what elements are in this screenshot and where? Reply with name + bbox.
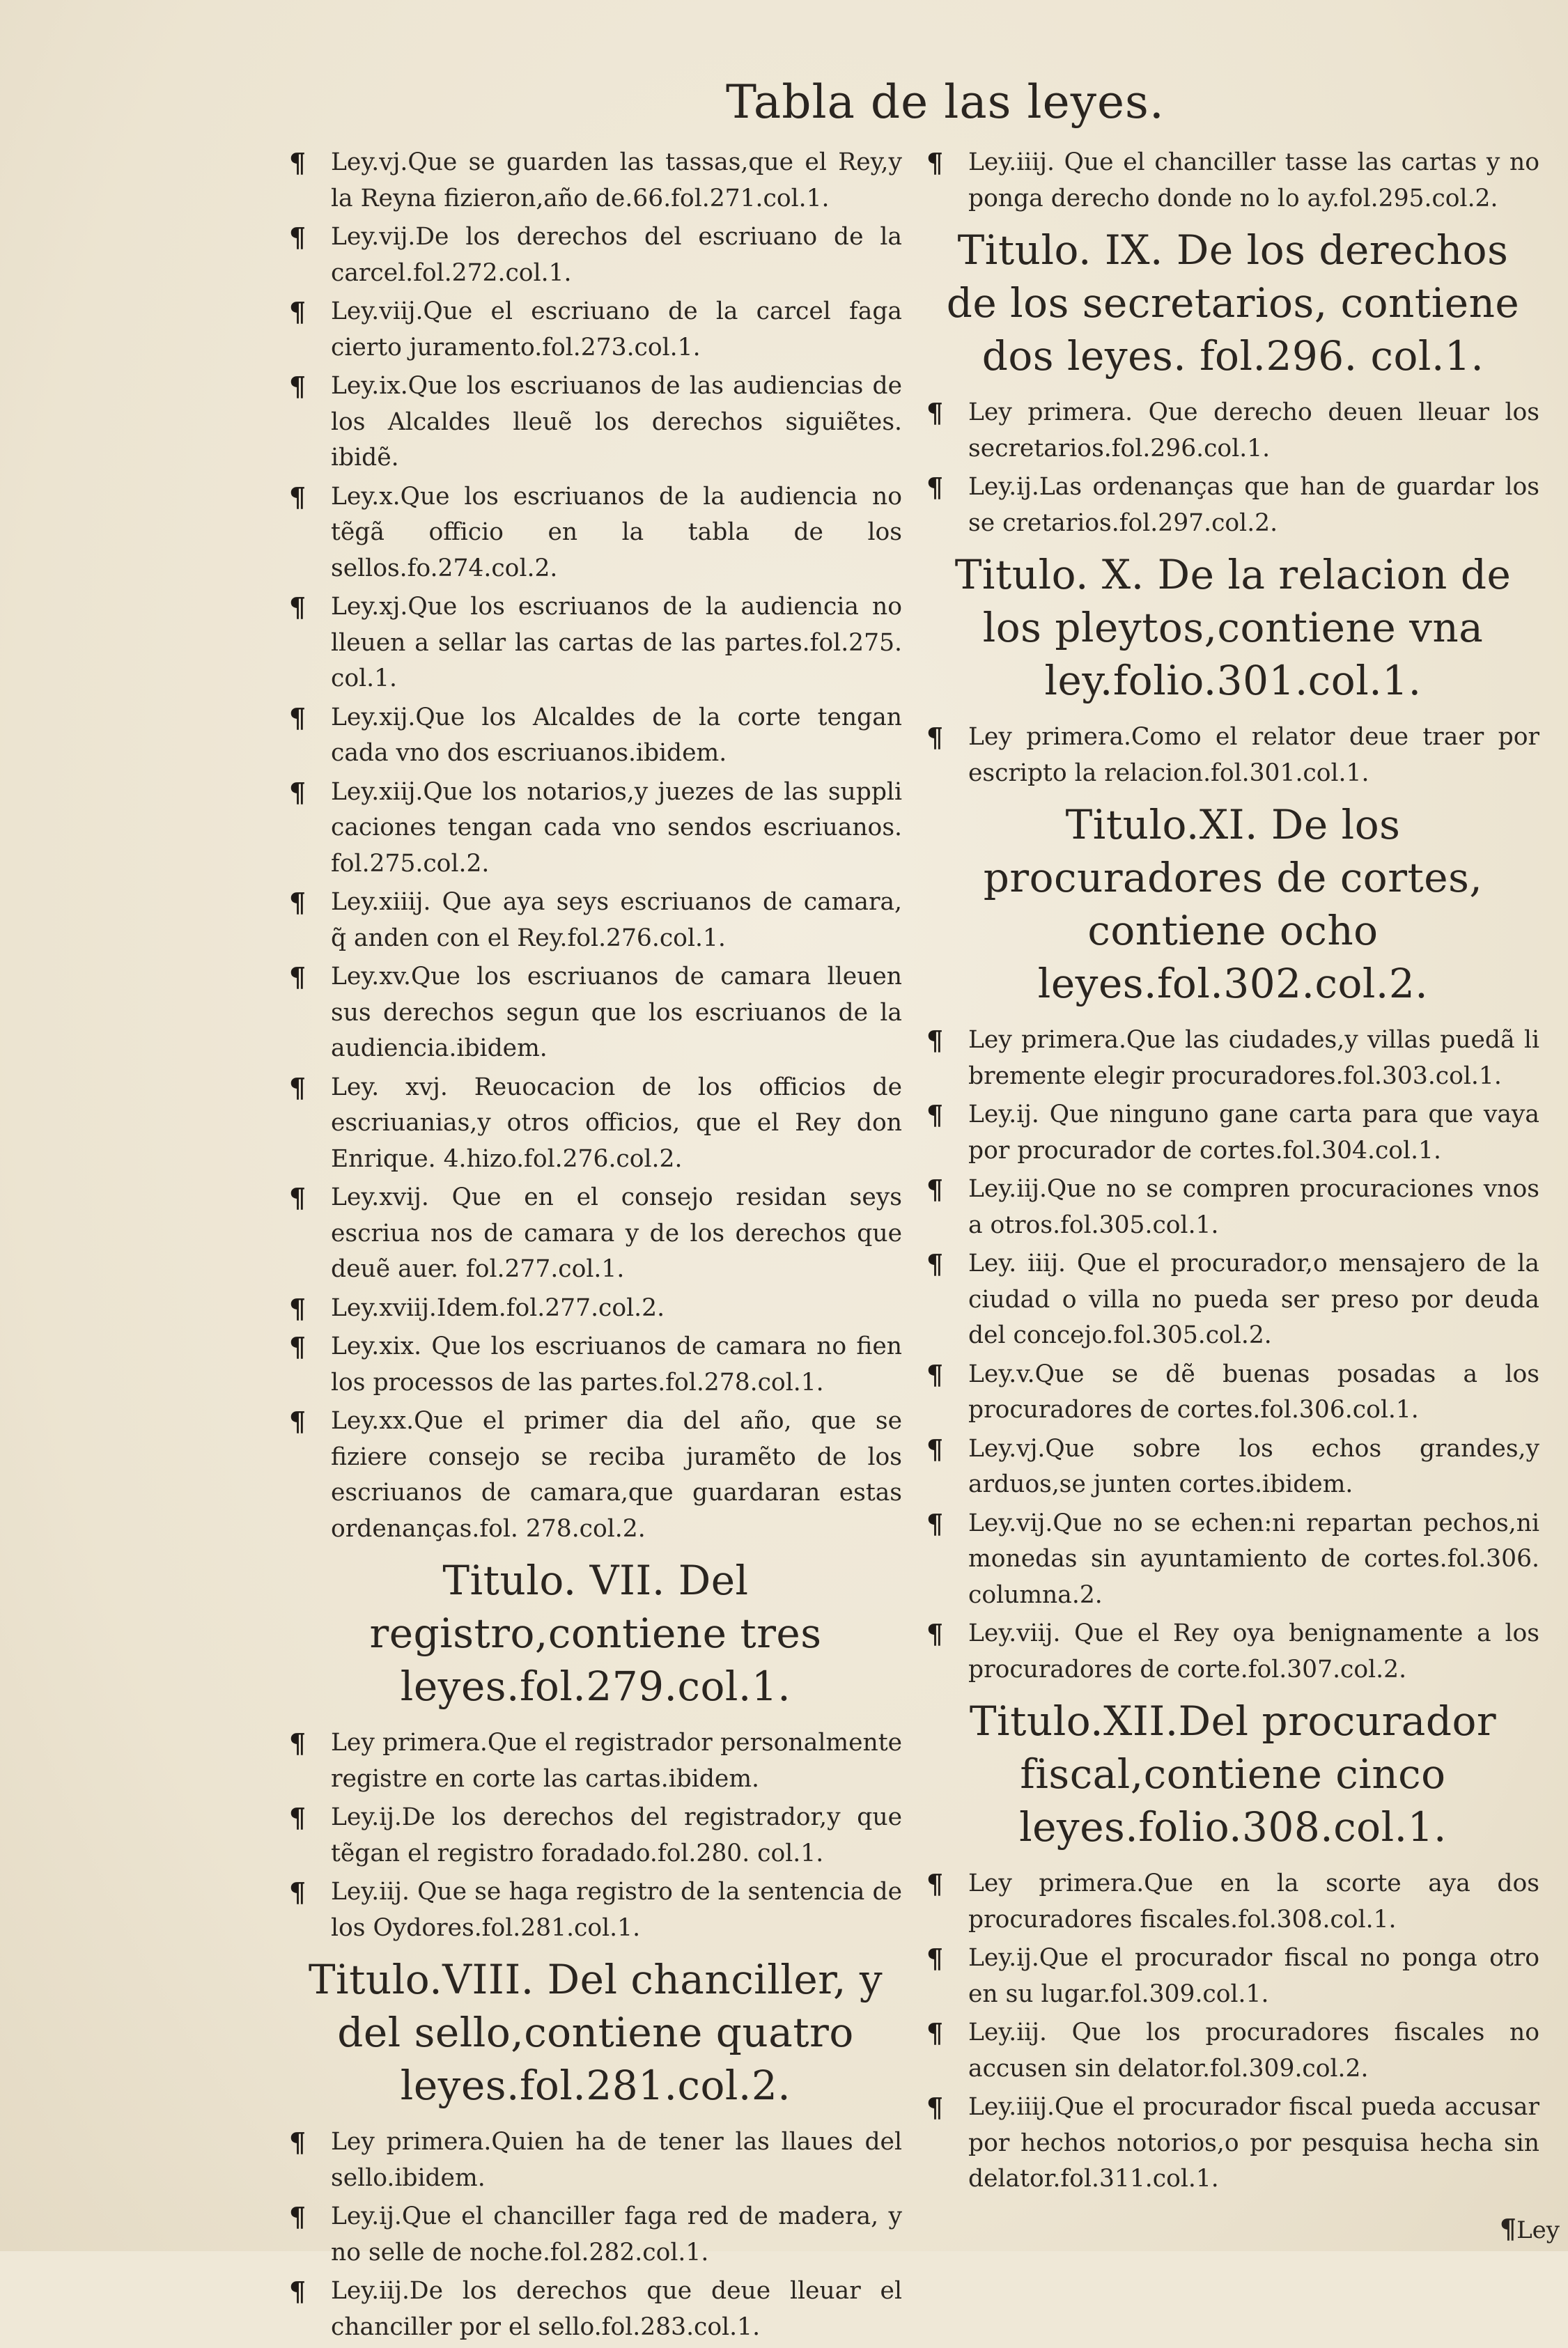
catchword <box>1500 2213 1560 2244</box>
paragraph-mark-icon: ¶ <box>926 1618 944 1649</box>
law-entry-text: Ley.iiij.Que el procurador fiscal pueda accusar por hechos notorios,o por pesquisa hecha sin delator.fol.311.col.1. <box>968 2093 1539 2193</box>
section-title: Titulo. IX. De los derechos de los secretarios, contiene dos leyes. fol.296. col.1. <box>946 226 1520 380</box>
law-entry <box>289 959 902 1067</box>
law-entry-text: Ley.vij.De los derechos del escriuano de la carcel.fol.272.col.1. <box>331 223 902 287</box>
paragraph-mark-icon: ¶ <box>926 1358 944 1390</box>
law-entry-text: Ley.v.Que se dẽ buenas posadas a los procuradores de cortes.fol.306.col.1. <box>968 1360 1539 1424</box>
section-title: Titulo.VIII. Del chanciller, y del sello,contiene quatro leyes.fol.281.col.2. <box>308 1956 883 2109</box>
paragraph-mark-icon: ¶ <box>926 1025 944 1056</box>
law-entry <box>289 1180 902 1288</box>
paragraph-mark-icon: ¶ <box>289 1727 306 1759</box>
law-entry <box>926 1616 1539 1688</box>
paragraph-mark-icon: ¶ <box>926 722 944 753</box>
paragraph-mark-icon: ¶ <box>926 1174 944 1205</box>
paragraph-mark-icon: ¶ <box>926 1248 944 1280</box>
law-entry <box>926 1431 1539 1503</box>
law-entry <box>289 294 902 366</box>
section-title: Titulo. X. De la relacion de los pleytos,contiene vna ley.folio.301.col.1. <box>954 551 1512 704</box>
paragraph-mark-icon: ¶ <box>289 2201 306 2232</box>
law-entry <box>926 1506 1539 1614</box>
law-entry-text: Ley primera.Que el registrador personalmente registre en corte las cartas.ibidem. <box>331 1729 902 1793</box>
law-entry-text: Ley.xv.Que los escriuanos de camara lleuen sus derechos segun que los escriuanos de la audiencia.ibidem. <box>331 963 902 1062</box>
paragraph-mark-icon: ¶ <box>289 296 306 327</box>
paragraph-mark-icon: ¶ <box>289 1406 306 1437</box>
law-entry <box>926 1866 1539 1938</box>
law-entry <box>289 479 902 587</box>
section-title: Titulo.XII.Del procurador fiscal,contiene cinco leyes.folio.308.col.1. <box>969 1697 1497 1851</box>
law-entry-text: Ley.ij.Que el procurador fiscal no ponga otro en su lugar.fol.309.col.1. <box>968 1944 1539 2008</box>
catchword-text: Ley <box>1516 2216 1560 2244</box>
law-entry-text: Ley.x.Que los escriuanos de la audiencia no tẽgã officio en la tabla de los sellos.fo.274.col.2. <box>331 482 902 582</box>
paragraph-mark-icon: ¶ <box>926 2092 944 2123</box>
law-entry <box>926 2090 1539 2198</box>
law-entry <box>289 1070 902 1178</box>
law-entry-text: Ley.xj.Que los escriuanos de la audiencia no lleuen a sellar las cartas de las partes.fol.275. col.1. <box>331 593 902 692</box>
paragraph-mark-icon: ¶ <box>926 2017 944 2048</box>
paragraph-mark-icon: ¶ <box>289 221 306 253</box>
law-entry <box>289 1291 902 1327</box>
law-entry-text: Ley.vj.Que se guarden las tassas,que el Rey,y la Reyna fizieron,año de.66.fol.271.col.1. <box>331 148 902 212</box>
law-entry-text: Ley.iij. Que se haga registro de la sentencia de los Oydores.fol.281.col.1. <box>331 1878 902 1942</box>
paragraph-mark-icon: ¶ <box>289 887 306 918</box>
paragraph-mark-icon: ¶ <box>926 1433 944 1465</box>
law-entry <box>289 145 902 217</box>
law-entry-text: Ley.vij.Que no se echen:ni repartan pechos,ni monedas sin ayuntamiento de cortes.fol.306. columna.2. <box>968 1509 1539 1609</box>
law-entry-text: Ley.iij. Que los procuradores fiscales no accusen sin delator.fol.309.col.2. <box>968 2019 1539 2083</box>
law-entry <box>926 395 1539 467</box>
paragraph-mark-icon: ¶ <box>289 1802 306 1833</box>
paragraph-mark-icon: ¶ <box>289 2276 306 2307</box>
law-entry-text: Ley.ij.De los derechos del registrador,y que tẽgan el registro foradado.fol.280. col.1. <box>331 1803 902 1867</box>
paragraph-mark-icon: ¶ <box>289 776 306 808</box>
law-entry-text: Ley.xiij.Que los notarios,y juezes de las suppli caciones tengan cada vno sendos escriuanos. fol.275.col.2. <box>331 777 902 878</box>
paragraph-mark-icon: ¶ <box>926 397 944 428</box>
paragraph-mark-icon: ¶ <box>926 1099 944 1130</box>
paragraph-mark-icon: ¶ <box>289 481 306 513</box>
law-entry <box>289 2124 902 2196</box>
paragraph-mark-icon: ¶ <box>289 1182 306 1213</box>
law-entry-text: Ley.viij. Que el Rey oya benignamente a los procuradores de corte.fol.307.col.2. <box>968 1619 1539 1684</box>
law-entry <box>289 1725 902 1797</box>
paragraph-mark-icon: ¶ <box>926 147 944 178</box>
law-entry-text: Ley.ij.Las ordenanças que han de guardar los se cretarios.fol.297.col.2. <box>968 473 1539 537</box>
law-entry-text: Ley primera.Quien ha de tener las llaues del sello.ibidem. <box>331 2128 902 2192</box>
paragraph-mark-icon: ¶ <box>289 2127 306 2158</box>
law-entry <box>289 1874 902 1946</box>
law-entry <box>926 145 1539 217</box>
law-entry-text: Ley.vj.Que sobre los echos grandes,y arduos,se junten cortes.ibidem. <box>968 1434 1539 1498</box>
law-entry <box>289 1800 902 1872</box>
law-entry <box>289 368 902 476</box>
section-title: Titulo. VII. Del registro,contiene tres leyes.fol.279.col.1. <box>369 1557 822 1710</box>
law-entry-text: Ley.viij.Que el escriuano de la carcel faga cierto juramento.fol.273.col.1. <box>331 297 902 361</box>
law-entry-text: Ley primera. Que derecho deuen lleuar los secretarios.fol.296.col.1. <box>968 398 1539 462</box>
law-entry <box>926 720 1539 791</box>
law-entry-text: Ley.xiiij. Que aya seys escriuanos de camara, q̃ anden con el Rey.fol.276.col.1. <box>331 888 902 952</box>
paragraph-mark-icon: ¶ <box>926 472 944 503</box>
paragraph-mark-icon: ¶ <box>926 1943 944 1974</box>
law-entry <box>289 1329 902 1401</box>
law-entry-text: Ley.ij. Que ninguno gane carta para que vaya por procurador de cortes.fol.304.col.1. <box>968 1101 1539 1165</box>
law-entry-text: Ley.iiij. Que el chanciller tasse las cartas y no ponga derecho donde no lo ay.fol.295.col.2. <box>968 148 1539 212</box>
law-entry <box>926 1941 1539 2012</box>
law-entry <box>289 219 902 291</box>
law-entry-text: Ley.iij.De los derechos que deue lleuar el chanciller por el sello.fol.283.col.1. <box>331 2277 902 2341</box>
paragraph-mark-icon: ¶ <box>289 1292 306 1324</box>
paragraph-mark-icon: ¶ <box>289 591 306 623</box>
law-entry <box>926 1023 1539 1094</box>
left-column <box>289 145 902 2348</box>
law-entry-text: Ley.xij.Que los Alcaldes de la corte tengan cada vno dos escriuanos.ibidem. <box>331 703 902 767</box>
law-entry <box>926 1246 1539 1354</box>
paragraph-mark-icon: ¶ <box>289 1071 306 1103</box>
law-entry-text: Ley primera.Que en la scorte aya dos procuradores fiscales.fol.308.col.1. <box>968 1869 1539 1934</box>
section-title: Titulo.XI. De los procuradores de cortes, contiene ocho leyes.fol.302.col.2. <box>983 801 1483 1007</box>
paragraph-mark-icon: ¶ <box>289 701 306 733</box>
law-entry <box>289 885 902 956</box>
law-entry <box>289 589 902 697</box>
law-entry-text: Ley primera.Como el relator deue traer por escripto la relacion.fol.301.col.1. <box>968 723 1539 787</box>
law-entry-text: Ley.ij.Que el chanciller faga red de madera, y no selle de noche.fol.282.col.1. <box>331 2202 902 2267</box>
law-entry-text: Ley.xvij. Que en el consejo residan seys escriua nos de camara y de los derechos que deuẽ auer. fol.277.col.1. <box>331 1183 902 1283</box>
law-entry <box>926 1172 1539 1243</box>
law-entry-text: Ley. xvj. Reuocacion de los officios de escriuanias,y otros officios, que el Rey don Enrique. 4.hizo.fol.276.col.2. <box>331 1073 902 1173</box>
law-entry <box>289 2273 902 2345</box>
paragraph-mark-icon: ¶ <box>1499 2213 1517 2244</box>
running-head: Tabla de las leyes. <box>726 75 1165 129</box>
law-entry <box>926 1357 1539 1429</box>
law-entry <box>289 775 902 883</box>
law-entry <box>926 469 1539 541</box>
paragraph-mark-icon: ¶ <box>926 1507 944 1539</box>
law-entry-text: Ley.ix.Que los escriuanos de las audiencias de los Alcaldes lleuẽ los derechos siguiẽtes. ibidẽ. <box>331 372 902 472</box>
paragraph-mark-icon: ¶ <box>289 1876 306 1908</box>
law-entry <box>926 2015 1539 2087</box>
law-entry-text: Ley. iiij. Que el procurador,o mensajero de la ciudad o villa no pueda ser preso por deuda del concejo.fol.305.col.2. <box>968 1250 1539 1349</box>
law-entry <box>289 1404 902 1547</box>
paragraph-mark-icon: ¶ <box>289 147 306 178</box>
law-entry <box>289 2199 902 2271</box>
law-entry-text: Ley.xviij.Idem.fol.277.col.2. <box>331 1293 665 1322</box>
paragraph-mark-icon: ¶ <box>289 371 306 402</box>
law-entry-text: Ley.xx.Que el primer dia del año, que se fiziere consejo se reciba juramẽto de los escriuanos de camara,que guardaran estas ordenanças.fol. 278.col.2. <box>331 1407 902 1543</box>
paragraph-mark-icon: ¶ <box>289 961 306 993</box>
law-entry-text: Ley.iij.Que no se compren procuraciones vnos a otros.fol.305.col.1. <box>968 1175 1539 1239</box>
law-entry <box>926 1097 1539 1169</box>
law-entry-text: Ley primera.Que las ciudades,y villas puedã li bremente elegir procuradores.fol.303.col.1. <box>968 1026 1539 1090</box>
law-entry <box>289 700 902 772</box>
paragraph-mark-icon: ¶ <box>289 1331 306 1362</box>
paragraph-mark-icon: ¶ <box>926 1868 944 1899</box>
law-entry-text: Ley.xix. Que los escriuanos de camara no fien los processos de las partes.fol.278.col.1. <box>331 1332 902 1397</box>
right-column <box>926 145 1539 2200</box>
